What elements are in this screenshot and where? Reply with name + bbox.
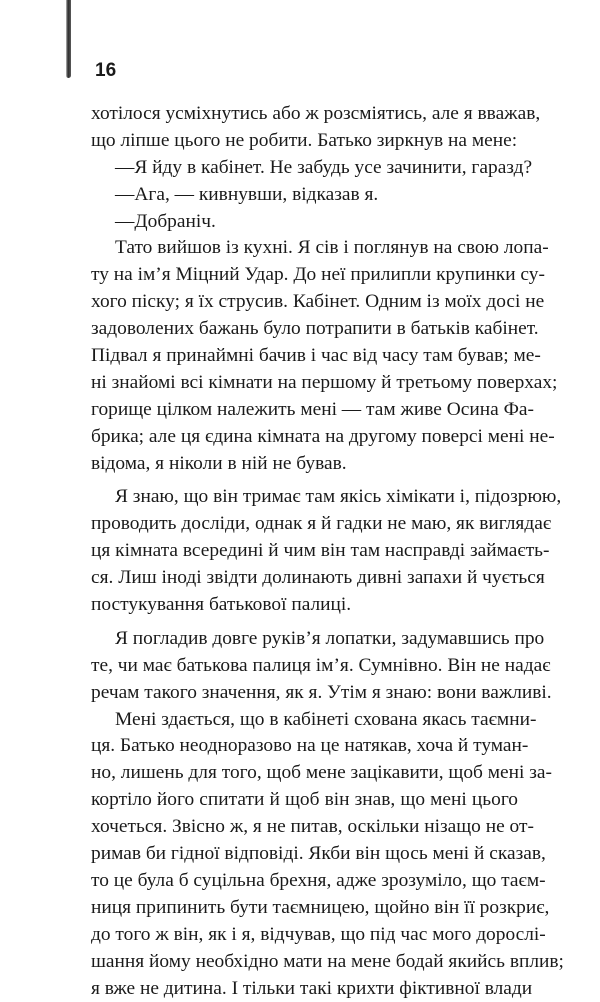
text-line: задоволених бажань було потрапити в батьків кабінет. <box>91 316 518 343</box>
text-body <box>91 101 518 1002</box>
text-line: те, чи має батькова палиця ім’я. Сумнівно. Він не надає <box>91 653 518 680</box>
text-line: постукування батькової палиці. <box>91 592 518 619</box>
text-line: горище цілком належить мені — там живе Осина Фа- <box>91 397 518 424</box>
text-line: ся. Лиш іноді звідти долинають дивні запахи й чується <box>91 565 518 592</box>
dialogue-line: —Добраніч. <box>91 209 518 236</box>
text-line: Мені здається, що в кабінеті схована якась таємни- <box>91 707 518 734</box>
text-line: кортіло його спитати й щоб він знав, що мені цього <box>91 787 518 814</box>
text-line: то це була б суцільна брехня, адже зрозуміло, що таєм- <box>91 868 518 895</box>
text-line: я вже не дитина. І тільки такі крихти фіктивної влади <box>91 976 518 1002</box>
dialogue-line: —Ага, — кивнувши, відказав я. <box>91 182 518 209</box>
text-line: хотілося усміхнутись або ж розсміятись, але я вважав, <box>91 101 518 128</box>
text-line: ниця припинить бути таємницею, щойно він її розкриє, <box>91 895 518 922</box>
text-line: ту на ім’я Міцний Удар. До неї прилипли крупинки су- <box>91 262 518 289</box>
text-line: речам такого значення, як я. Утім я знаю: вони важливі. <box>91 680 518 707</box>
page-number: 16 <box>95 60 116 82</box>
text-line: хочеться. Звісно ж, я не питав, оскільки нізащо не от- <box>91 814 518 841</box>
text-line: но, лишень для того, щоб мене зацікавити, щоб мені за- <box>91 760 518 787</box>
text-line: відома, я ніколи в ній не бував. <box>91 451 518 478</box>
text-line: брика; але ця єдина кімната на другому поверсі мені не- <box>91 424 518 451</box>
text-line: проводить досліди, однак я й гадки не маю, як виглядає <box>91 511 518 538</box>
text-line: ні знайомі всі кімнати на першому й третьому поверхах; <box>91 370 518 397</box>
binding-edge-shadow <box>66 0 71 78</box>
text-line: хого піску; я їх струсив. Кабінет. Одним із моїх досі не <box>91 289 518 316</box>
text-line: Я погладив довге руків’я лопатки, задумавшись про <box>91 626 518 653</box>
text-line: шання йому необхідно мати на мене бодай якийсь вплив; <box>91 949 518 976</box>
text-line: ця. Батько неодноразово на це натякав, хоча й туман- <box>91 733 518 760</box>
text-line: Підвал я принаймні бачив і час від часу там бував; ме- <box>91 343 518 370</box>
text-line: до того ж він, як і я, відчував, що під час мого дорослі- <box>91 922 518 949</box>
dialogue-line: —Я йду в кабінет. Не забудь усе зачинити, гаразд? <box>91 155 518 182</box>
text-line: римав би гідної відповіді. Якби він щось мені й сказав, <box>91 841 518 868</box>
text-line: Я знаю, що він тримає там якісь хімікати і, підозрюю, <box>91 484 518 511</box>
text-line: Тато вийшов із кухні. Я сів і поглянув на свою лопа- <box>91 235 518 262</box>
text-line: ця кімната всередині й чим він там насправді займаєть- <box>91 538 518 565</box>
text-line: що ліпше цього не робити. Батько зиркнув на мене: <box>91 128 518 155</box>
